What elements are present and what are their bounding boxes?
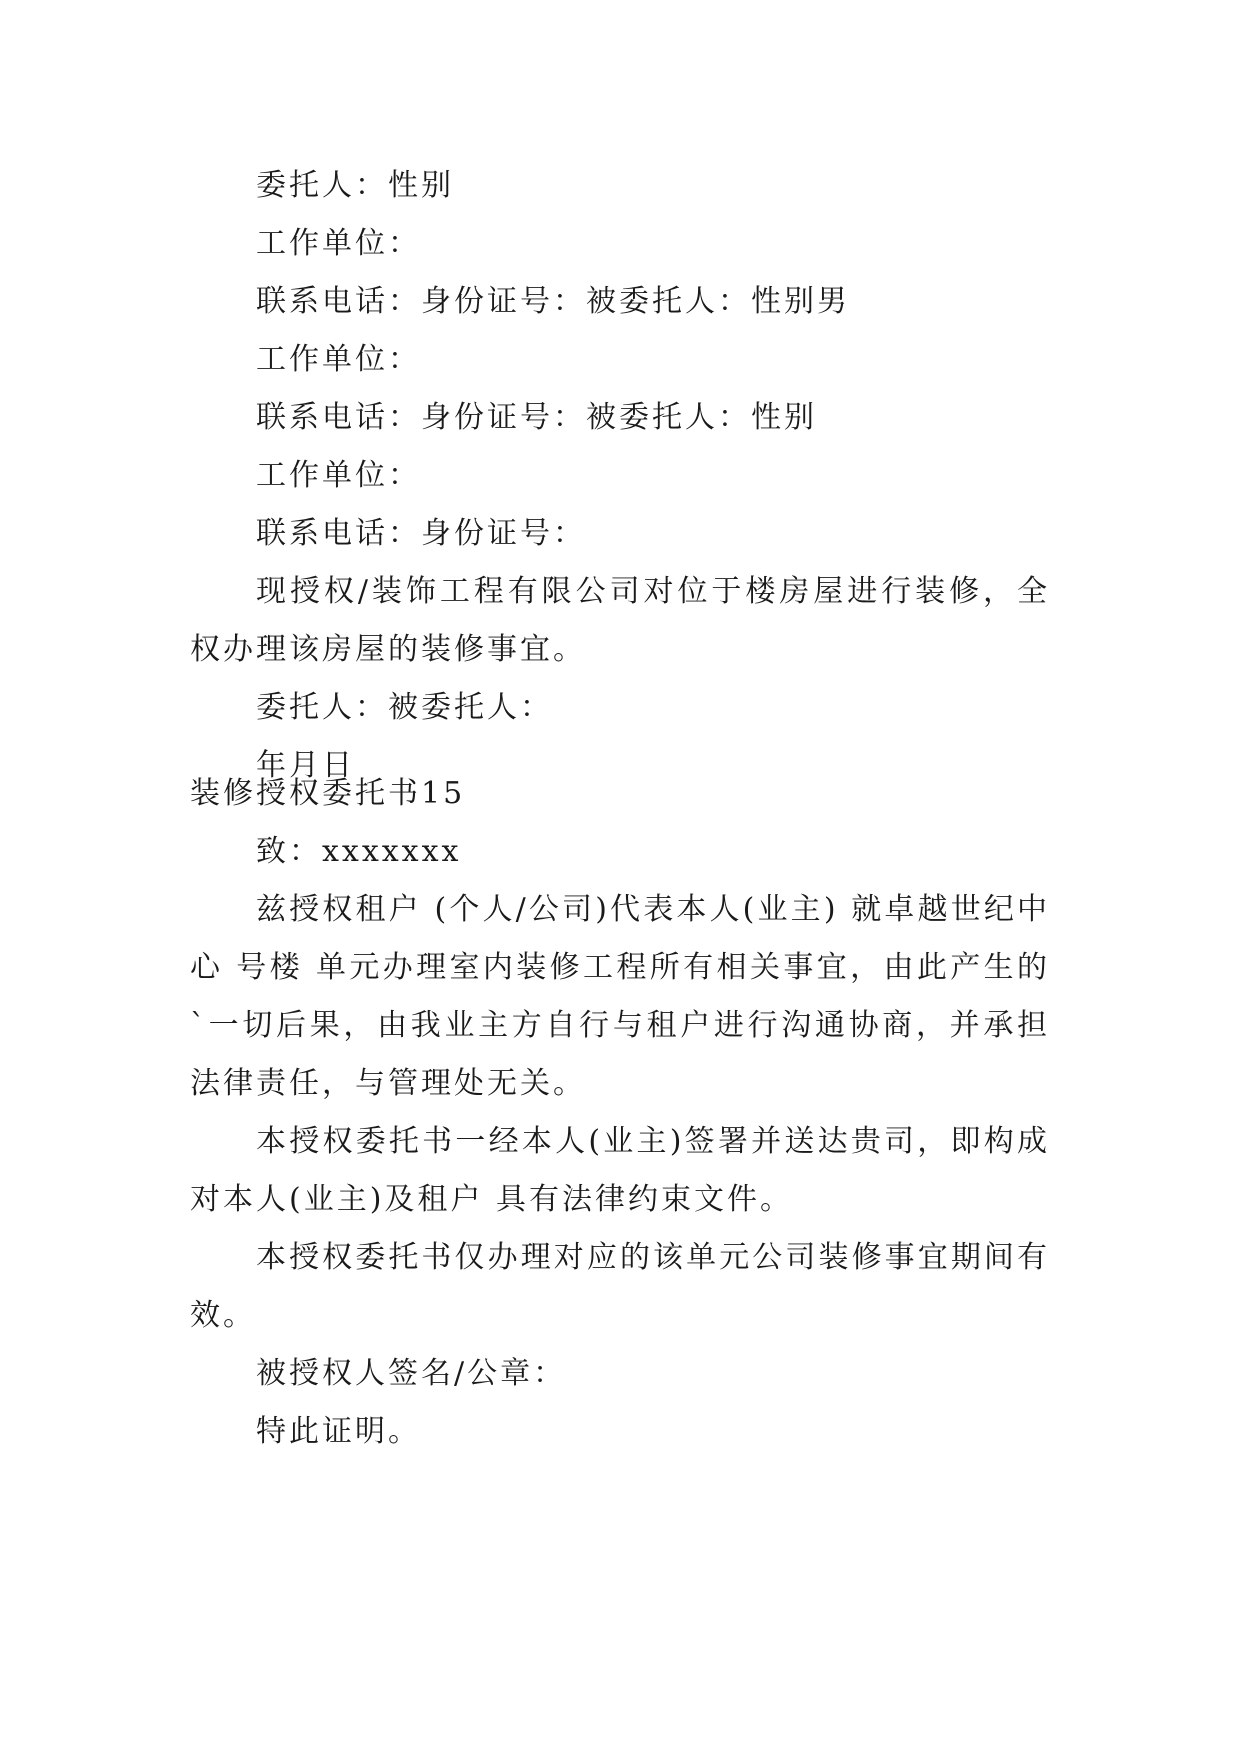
section-2	[190, 765, 1050, 1461]
line-contact-id-delegate: 联系电话：身份证号：被委托人：性别	[256, 400, 817, 435]
line-work-unit: 工作单位：	[256, 342, 421, 377]
body-paragraph: 本授权委托书仅办理对应的该单元公司装修事宜期间有效。	[190, 1240, 1050, 1333]
date-line: 年月日	[256, 748, 355, 783]
line-contact-id: 联系电话：身份证号：	[256, 516, 586, 551]
to-line: 致：xxxxxxx	[256, 834, 462, 869]
line-contact-id-delegate: 联系电话：身份证号：被委托人：性别男	[256, 284, 850, 319]
closing-line: 特此证明。	[256, 1414, 421, 1449]
line-delegator-gender: 委托人：性别	[256, 168, 454, 203]
line-work-unit: 工作单位：	[256, 226, 421, 261]
body-paragraph: 本授权委托书一经本人(业主)签署并送达贵司，即构成对本人(业主)及租户 具有法律约束文件。	[190, 1124, 1050, 1217]
signature-line: 委托人：被委托人：	[256, 690, 553, 725]
signature-line: 被授权人签名/公章：	[256, 1356, 567, 1391]
line-work-unit: 工作单位：	[256, 458, 421, 493]
document-title: 装修授权委托书15	[190, 776, 466, 811]
body-paragraph: 兹授权租户 (个人/公司)代表本人(业主) 就卓越世纪中心 号楼 单元办理室内装修工程所有相关事宜，由此产生的`一切后果，由我业主方自行与租户进行沟通协商，并承担法律责任，与管理处无关。	[190, 892, 1050, 1101]
authorization-paragraph: 现授权/装饰工程有限公司对位于楼房屋进行装修，全权办理该房屋的装修事宜。	[190, 574, 1050, 667]
section-1	[190, 157, 1050, 795]
